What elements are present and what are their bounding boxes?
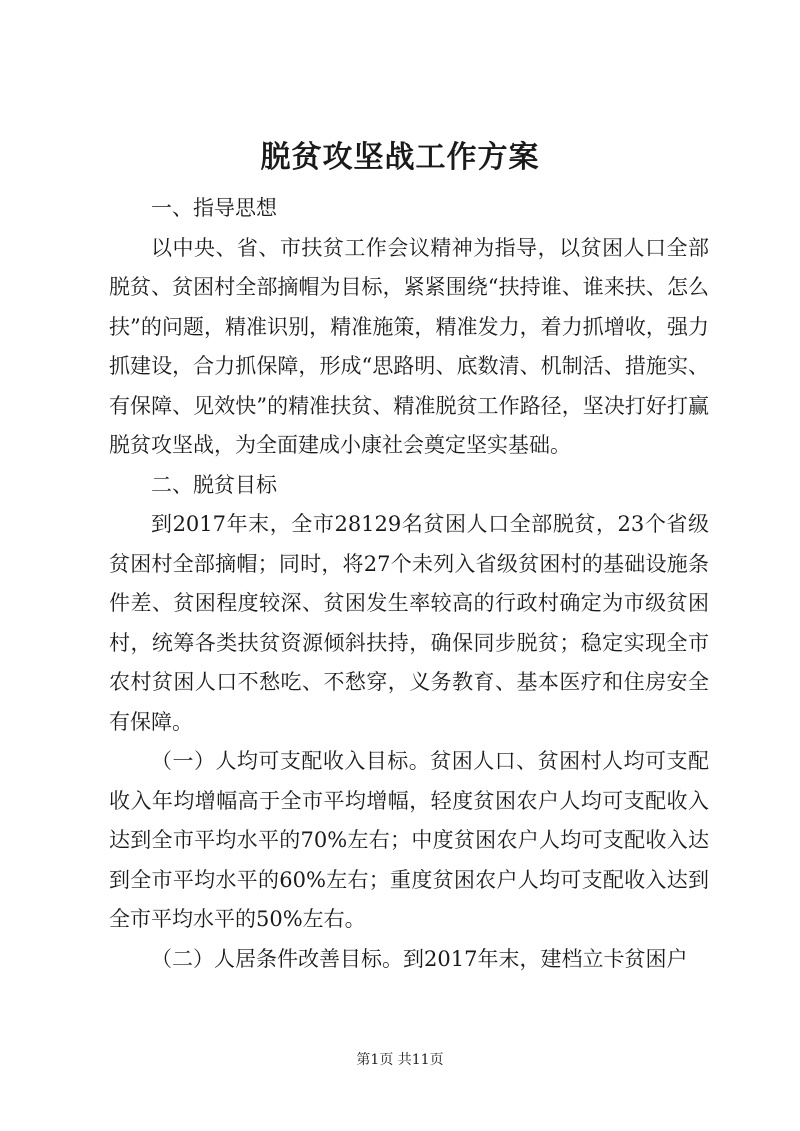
section-heading-poverty-goals: 二、脱贫目标 [151, 472, 277, 497]
paragraph-poverty-goals: 到2017年末，全市28129名贫困人口全部脱贫，23个省级贫困村全部摘帽；同时，将27个未列入省级贫困村的基础设施条件差、贫困程度较深、贫困发生率较高的行政村确定为市级贫困村，统筹各类扶贫资源倾斜扶持，确保同步脱贫；稳定实现全市农村贫困人口不愁吃、不愁穿，义务教育、基本医疗和住房安全有保障。 [109, 512, 709, 734]
document-title: 脱贫攻坚战工作方案 [260, 140, 540, 175]
paragraph-living-conditions-target: （二）人居条件改善目标。到2017年末，建档立卡贫困户 [151, 946, 688, 971]
document-body [109, 189, 709, 979]
page-indicator: 第1页 共11页 [356, 1052, 444, 1068]
paragraph-income-target: （一）人均可支配收入目标。贫困人口、贫困村人均可支配收入年均增幅高于全市平均增幅，轻度贫困农户人均可支配收入达到全市平均水平的70%左右；中度贫困农户人均可支配收入达到全市平均水平的60%左右；重度贫困农户人均可支配收入达到全市平均水平的50%左右。 [109, 749, 709, 931]
paragraph-guiding-ideology: 以中央、省、市扶贫工作会议精神为指导，以贫困人口全部脱贫、贫困村全部摘帽为目标，紧紧围绕“扶持谁、谁来扶、怎么扶”的问题，精准识别，精准施策，精准发力，着力抓增收，强力抓建设，合力抓保障，形成“思路明、底数清、机制活、措施实、有保障、见效快”的精准扶贫、精准脱贫工作路径，坚决打好打赢脱贫攻坚战，为全面建成小康社会奠定坚实基础。 [109, 235, 709, 457]
section-heading-guiding-ideology: 一、指导思想 [151, 196, 277, 220]
